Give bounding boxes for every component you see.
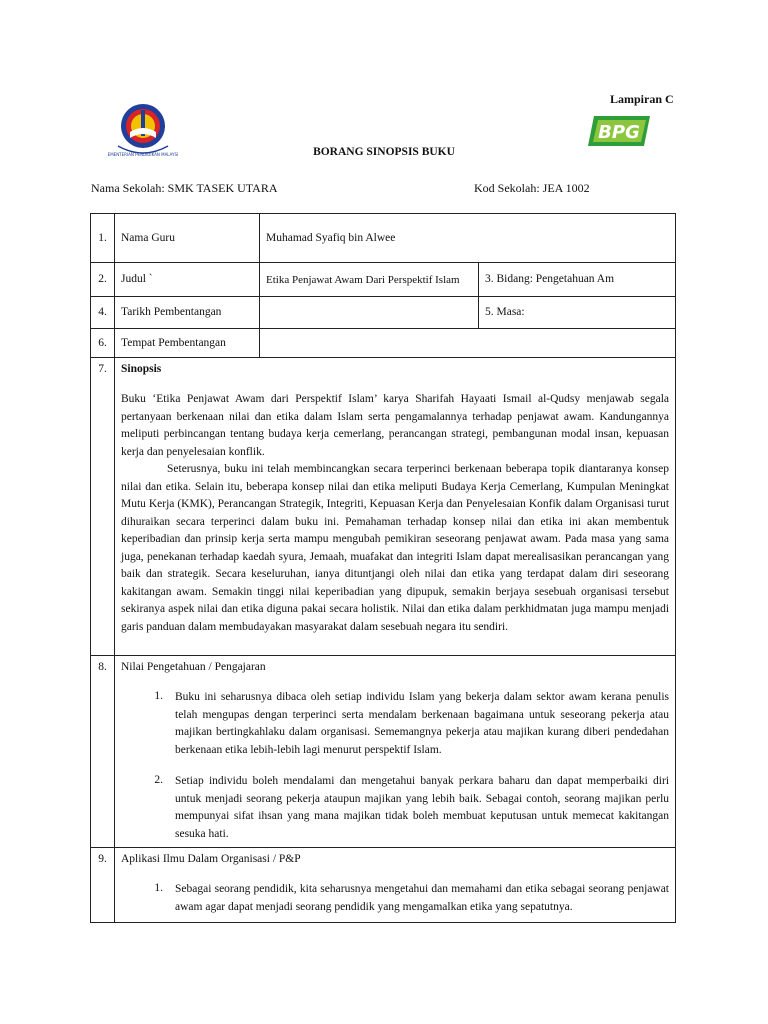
sinopsis-paragraph-2: Seterusnya, buku ini telah membincangkan secara terperinci berkenaan beberapa topik diantaranya konsep nilai dan etika. Selain itu, beberapa konsep nilai dan etika meliputi Budaya Kerja Cemerlang, Kumpulan Meningkat Mutu Kerja (KMK), Perancangan Strategik, Integriti, Kepuasan Kerja dan Penyelesaian Konfik dalam Organisasi turut dihuraikan secara terperinci dalam buku ini. Pemahaman terhadap konsep nilai dan etika ini akan membentuk keperibadian dan prinsip kerja serta mampu mengubah pemikiran seseorang penjawat awam. Pada masa yang sama juga, penekanan terhadap kaedah syura, Jemaah, muafakat dan integriti Islam dapat merealisasikan perancangan yang baik dan strategik. Secara keseluruhan, ianya dituntjangi oleh nilai dan etika yang terdapat dalam diri seseorang kakitangan awam. Semakin tinggi nilai keperibadian yang dipupuk, semakin berjaya sesebuah organisasi tersebut sekiranya aspek nilai dan etika diguna pakai secara holistik. Nilai dan etika dalam perkhidmatan juga mampu menjadi garis panduan dalam membudayakan masyarakat dalam sesebuah negara itu sendiri. (121, 463, 670, 633)
row-nama-guru (91, 214, 676, 263)
teacher-name-value: Muhamad Syafiq bin Alwee (260, 214, 676, 263)
row-tempat (91, 329, 676, 358)
list-text: Setiap individu boleh mendalami dan mengetahui banyak perkara baharu dan dapat memperbaiki diri untuk menjadi seorang pekerja ataupun majikan yang lebih baik. Sebagai contoh, seorang majikan perlu mempunyai sifat ihsan yang mana majikan tidak boleh membuat keputusan untuk memecat kakitangan sesuka hati. (175, 775, 670, 840)
row-label: Judul ` (115, 263, 260, 297)
sinopsis-paragraph-1: Buku ‘Etika Penjawat Awam dari Perspektif Islam’ karya Sharifah Hayaati Ismail al-Qudsy menjawab segala pertanyaan berkenaan nilai dan etika dalam Islam serta pengamalannya terhadap penjawat awam. Kandungannya meliputi perbincangan tentang budaya kerja cemerlang, perancangan strategi, pembangunan modal insan, kepuasan kerja dan penyelesaian konflik. (121, 393, 670, 458)
aplikasi-cell (115, 848, 676, 923)
list-number: 2. (154, 774, 163, 786)
venue-value (260, 329, 676, 358)
row-number: 1. (91, 214, 115, 263)
school-code: Kod Sekolah: JEA 1002 (474, 181, 590, 195)
row-aplikasi (91, 848, 676, 923)
svg-text:KEMENTERIAN PENDIDIKAN MALAYSI: KEMENTERIAN PENDIDIKAN MALAYSIA (108, 152, 178, 157)
list-item (121, 773, 669, 843)
list-text: Buku ini seharusnya dibaca oleh setiap individu Islam yang bekerja dalam sektor awam kerana penulis telah mengupas dengan terperinci serta mendalam berkenaan bagaimana untuk seseorang pekerja atau majikan bertingkahlaku dalam organisasi. Sememangnya pekerja atau majikan kurang diberi pendedahan berkenaan etika lebih-lebih lagi menurut perspektif Islam. (175, 691, 670, 756)
nilai-list (121, 689, 669, 843)
row-judul (91, 263, 676, 297)
nilai-title: Nilai Pengetahuan / Pengajaran (121, 661, 266, 673)
aplikasi-title: Aplikasi Ilmu Dalam Organisasi / P&P (121, 853, 301, 865)
masa-field: 5. Masa: (479, 297, 676, 329)
row-number: 6. (91, 329, 115, 358)
row-label: Nama Guru (115, 214, 260, 263)
aplikasi-list (121, 881, 669, 916)
list-number: 1. (154, 690, 163, 702)
row-number: 4. (91, 297, 115, 329)
book-title-value: Etika Penjawat Awam Dari Perspektif Islam (260, 263, 479, 297)
svg-text:BPG: BPG (598, 122, 640, 143)
row-label: Tarikh Pembentangan (115, 297, 260, 329)
row-sinopsis (91, 358, 676, 656)
row-tarikh (91, 297, 676, 329)
list-item (121, 881, 669, 916)
bidang-field: 3. Bidang: Pengetahuan Am (479, 263, 676, 297)
date-value (260, 297, 479, 329)
bpg-logo (586, 112, 652, 150)
row-number: 7. (91, 358, 115, 656)
row-nilai (91, 656, 676, 848)
list-item (121, 689, 669, 759)
form-title: BORANG SINOPSIS BUKU (313, 146, 455, 158)
row-label: Tempat Pembentangan (115, 329, 260, 358)
school-name: Nama Sekolah: SMK TASEK UTARA (91, 181, 278, 195)
list-text: Sebagai seorang pendidik, kita seharusnya mengetahui dan memahami dan etika sebagai seorang penjawat awam agar dapat menjadi seorang pendidik yang mengamalkan etika yang sepatutnya. (175, 883, 670, 913)
sinopsis-title: Sinopsis (121, 363, 162, 375)
synopsis-form-table (90, 213, 676, 923)
nilai-cell (115, 656, 676, 848)
sinopsis-cell (115, 358, 676, 656)
row-number: 9. (91, 848, 115, 923)
list-number: 1. (154, 882, 163, 894)
lampiran-label: Lampiran C (610, 92, 674, 106)
row-number: 2. (91, 263, 115, 297)
row-number: 8. (91, 656, 115, 848)
